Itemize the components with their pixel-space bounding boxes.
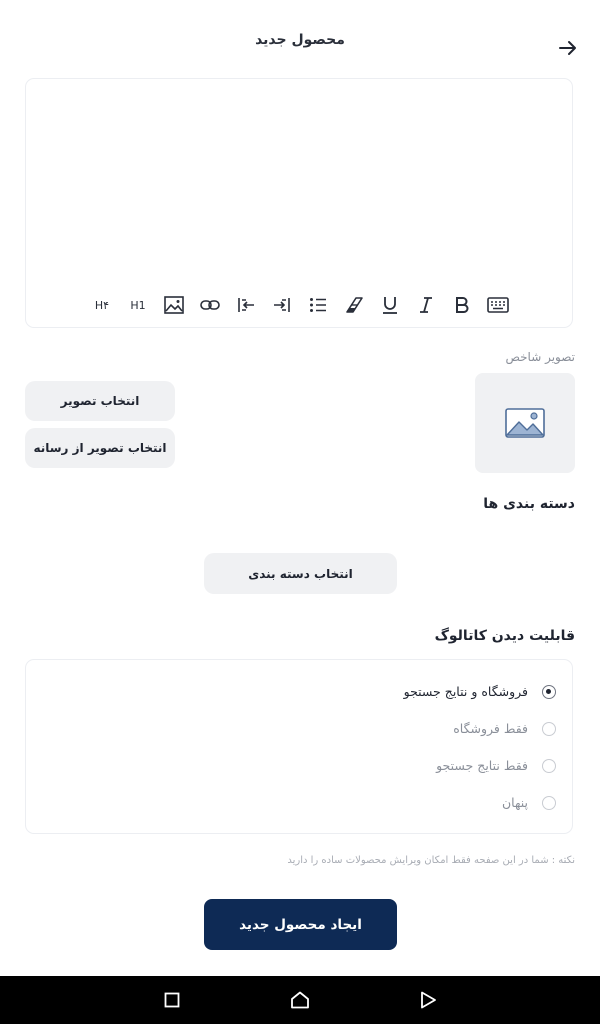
featured-image-label: تصویر شاخص bbox=[505, 350, 575, 364]
system-navigation-bar bbox=[0, 976, 600, 1024]
recents-icon[interactable] bbox=[160, 988, 184, 1012]
visibility-option-search-only[interactable] bbox=[26, 755, 574, 779]
home-icon[interactable] bbox=[288, 988, 312, 1012]
edit-note: نکته : شما در این صفحه فقط امکان ویرایش محصولات ساده را دارید bbox=[287, 855, 575, 866]
categories-title: دسته بندی ها bbox=[483, 496, 575, 512]
catalog-visibility-group bbox=[25, 659, 573, 834]
outdent-icon[interactable] bbox=[234, 293, 258, 317]
radio-unselected-icon[interactable] bbox=[542, 722, 556, 736]
product-description-editor[interactable] bbox=[25, 78, 573, 328]
indent-icon[interactable] bbox=[270, 293, 294, 317]
radio-label: فقط فروشگاه bbox=[453, 721, 528, 736]
visibility-option-hidden[interactable] bbox=[26, 792, 574, 816]
radio-selected-icon[interactable] bbox=[542, 685, 556, 699]
select-category-button[interactable]: انتخاب دسته بندی bbox=[204, 553, 397, 594]
bullet-list-icon[interactable] bbox=[306, 293, 330, 317]
featured-image-preview[interactable] bbox=[475, 373, 575, 473]
radio-unselected-icon[interactable] bbox=[542, 759, 556, 773]
editor-toolbar bbox=[90, 293, 520, 317]
radio-label: فقط نتایج جستجو bbox=[436, 758, 528, 773]
image-icon[interactable] bbox=[162, 293, 186, 317]
radio-label: پنهان bbox=[501, 795, 528, 810]
back-nav-icon[interactable] bbox=[416, 988, 440, 1012]
visibility-option-shop-only[interactable] bbox=[26, 718, 574, 742]
create-product-button[interactable]: ایجاد محصول جدید bbox=[204, 899, 397, 950]
italic-icon[interactable] bbox=[414, 293, 438, 317]
image-placeholder-icon bbox=[505, 408, 545, 438]
page-title: محصول جدید bbox=[255, 32, 345, 48]
select-image-button[interactable]: انتخاب تصویر bbox=[25, 381, 175, 421]
h4-icon[interactable]: H۴ bbox=[94, 298, 110, 312]
eraser-icon[interactable] bbox=[342, 293, 366, 317]
visibility-option-shop-and-search[interactable] bbox=[26, 681, 574, 705]
back-button[interactable] bbox=[556, 36, 580, 60]
underline-icon[interactable] bbox=[378, 293, 402, 317]
catalog-visibility-title: قابلیت دیدن کاتالوگ bbox=[434, 628, 575, 644]
link-icon[interactable] bbox=[198, 293, 222, 317]
bold-icon[interactable] bbox=[450, 293, 474, 317]
radio-unselected-icon[interactable] bbox=[542, 796, 556, 810]
radio-label: فروشگاه و نتایج جستجو bbox=[403, 684, 528, 699]
h1-icon[interactable]: H1 bbox=[130, 298, 146, 312]
keyboard-icon[interactable] bbox=[486, 293, 510, 317]
select-image-from-media-button[interactable]: انتخاب تصویر از رسانه bbox=[25, 428, 175, 468]
arrow-right-icon bbox=[556, 36, 580, 60]
